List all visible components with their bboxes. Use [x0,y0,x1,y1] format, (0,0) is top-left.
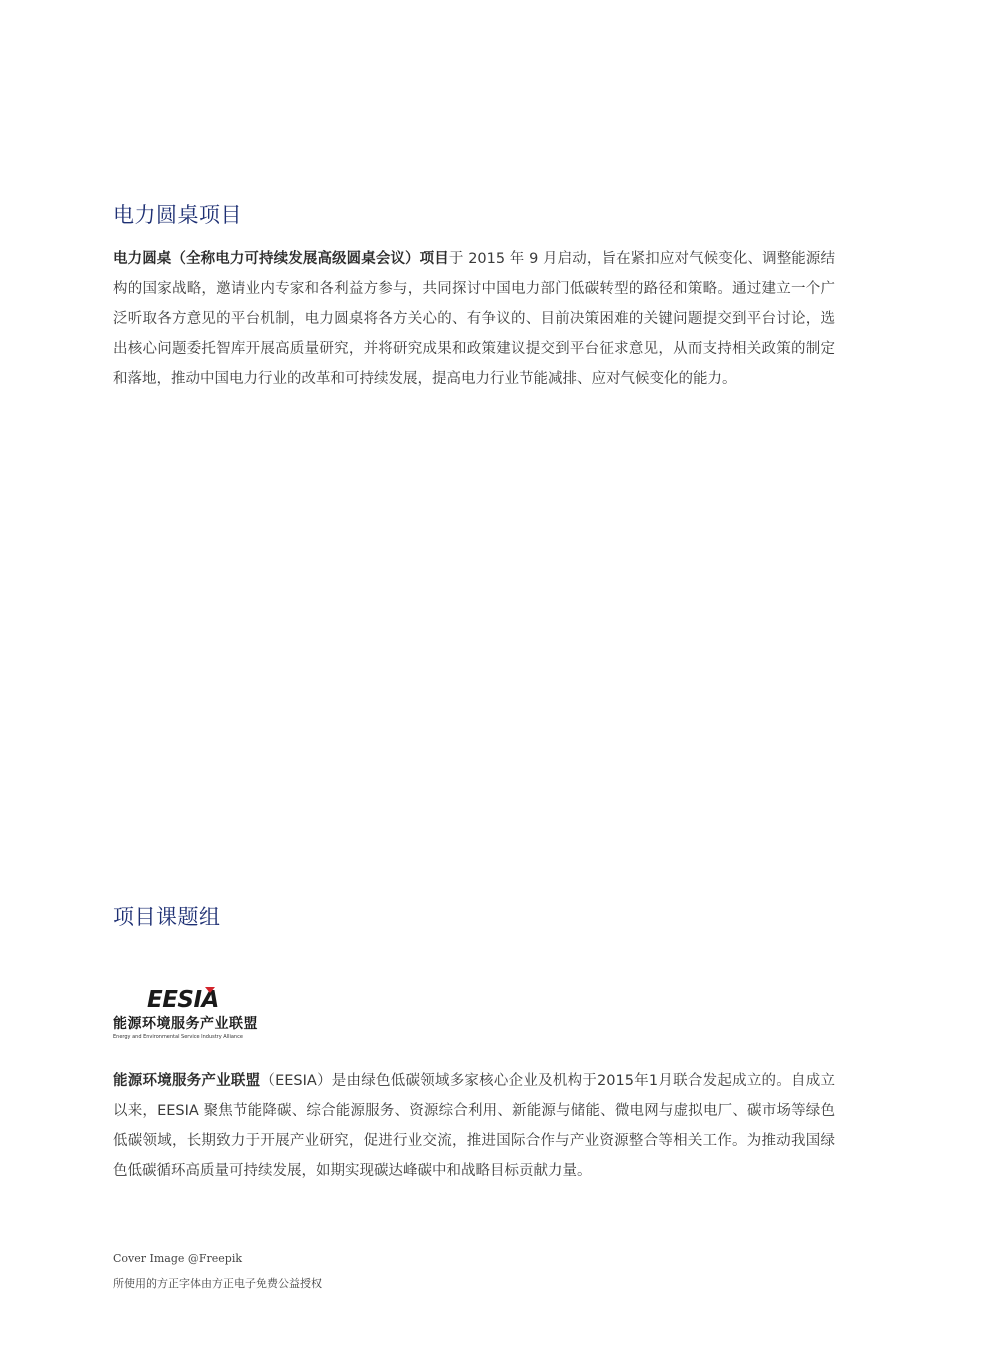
eesia-paragraph [113,1066,835,1186]
section-title-team: 项目课题组 [113,905,221,929]
eesia-lead: 能源环境服务产业联盟 [113,1073,261,1089]
eesia-logo [113,986,273,1042]
roundtable-paragraph [113,244,835,394]
logo-name-cn: 能源环境服务产业联盟 [113,1016,258,1032]
font-license-notice: 所使用的方正字体由方正电子免费公益授权 [113,1277,322,1290]
logo-mark: EESIA [147,987,219,1013]
roundtable-body: 于 2015 年 9 月启动，旨在紧扣应对气候变化、调整能源结构的国家战略，邀请业内专家和各利益方参与，共同探讨中国电力部门低碳转型的路径和策略。通过建立一个广泛听取各方意见的平台机制，电力圆桌将各方关心的、有争议的、目前决策困难的关键问题提交到平台讨论，选出核心问题委托智库开展高质量研究，并将研究成果和政策建议提交到平台征求意见，从而支持相关政策的制定和落地，推动中国电力行业的改革和可持续发展，提高电力行业节能减排、应对气候变化的能力。 [113,251,836,387]
cover-image-credit: Cover Image @Freepik [113,1252,243,1265]
roundtable-lead: 电力圆桌（全称电力可持续发展高级圆桌会议）项目 [113,251,449,267]
logo-name-en: Energy and Environmental Service Industry Alliance [113,1034,243,1040]
logo-accent-icon [205,987,215,993]
section-title-roundtable: 电力圆桌项目 [113,203,242,227]
eesia-body: （EESIA）是由绿色低碳领域多家核心企业及机构于2015年1月联合发起成立的。自成立以来，EESIA 聚焦节能降碳、综合能源服务、资源综合利用、新能源与储能、微电网与虚拟电厂、碳市场等绿色低碳领域，长期致力于开展产业研究，促进行业交流，推进国际合作与产业资源整合等相关工作。为推动我国绿色低碳循环高质量可持续发展，如期实现碳达峰碳中和战略目标贡献力量。 [113,1073,835,1179]
